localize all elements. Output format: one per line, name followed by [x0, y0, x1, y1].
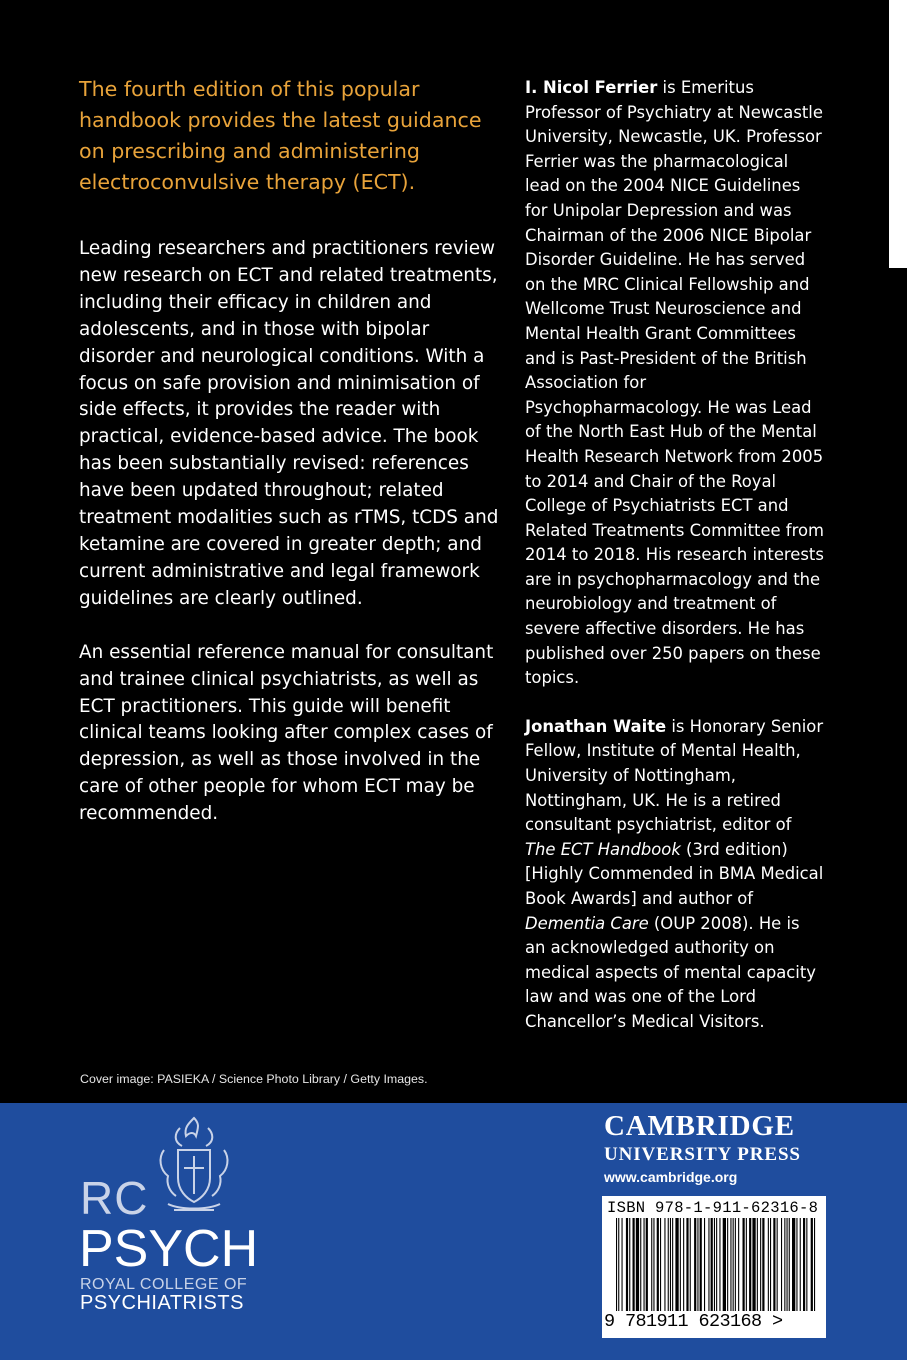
- barcode-bar: [800, 1218, 801, 1311]
- bio-waite-text-a: is Honorary Senior Fellow, Institute of Mental Health, University of Nottingham, Nottingham, UK. He is a retired consultant psychiatrist, editor of: [525, 716, 824, 835]
- barcode-bar: [644, 1218, 645, 1311]
- barcode-bar: [781, 1218, 782, 1311]
- barcode-bar: [657, 1218, 659, 1311]
- rcpsych-logo-psych: PSYCH: [79, 1220, 259, 1278]
- barcode-bar: [770, 1218, 771, 1311]
- barcode-bar: [672, 1218, 673, 1311]
- blurb-paragraph-2: An essential reference manual for consultant and trainee clinical psychiatrists, as well as ECT practitioners. This guide will benefit clinical teams looking after complex cases of depression, as well as those involved in the care of other people for whom ECT may be recommended.: [79, 641, 494, 825]
- barcode-bar: [738, 1218, 739, 1311]
- barcode-bar: [743, 1218, 745, 1311]
- barcode-bar: [640, 1218, 641, 1311]
- rcpsych-crest-icon: [144, 1110, 244, 1230]
- barcode-bar: [700, 1218, 702, 1311]
- barcode-bar: [680, 1218, 681, 1311]
- barcode-bar: [683, 1218, 684, 1311]
- barcode-bar: [690, 1218, 691, 1311]
- bio-waite-text-c: (OUP 2008). He is an acknowledged authority on medical aspects of mental capacity law and was one of the Lord Chancellor’s Medical Visitors.: [525, 913, 816, 1031]
- barcode-bar: [704, 1218, 705, 1311]
- barcode-bar: [711, 1218, 713, 1311]
- barcode-bar: [719, 1218, 720, 1311]
- bio-waite: [525, 715, 825, 1035]
- isbn-number: ISBN 978-1-911-62316-8: [607, 1199, 819, 1217]
- barcode-digits: 9 781911 623168 >: [604, 1311, 783, 1332]
- barcode-bar: [668, 1218, 669, 1311]
- barcode-bar: [646, 1218, 648, 1311]
- bio-waite-title-a: The ECT Handbook: [525, 839, 681, 859]
- bio-waite-text-b: (3rd edition) [Highly Commended in BMA Medical Book Awards] and author of: [525, 839, 824, 908]
- blurb-column: [79, 74, 504, 855]
- barcode-bar: [730, 1218, 731, 1311]
- rcpsych-logo-line4: PSYCHIATRISTS: [80, 1292, 244, 1314]
- barcode-bar: [714, 1218, 715, 1311]
- barcode-bar: [686, 1218, 688, 1311]
- barcode-bar: [792, 1218, 795, 1311]
- barcode-bar: [789, 1218, 790, 1311]
- barcode-bar: [762, 1218, 764, 1311]
- barcode-bar: [757, 1218, 758, 1311]
- barcode-bar: [777, 1218, 778, 1311]
- barcode-bar: [749, 1218, 751, 1311]
- barcode-bar: [716, 1218, 717, 1311]
- bio-waite-name: Jonathan Waite: [525, 716, 667, 736]
- publisher-url: www.cambridge.org: [604, 1169, 738, 1185]
- cambridge-logo-name: CAMBRIDGE: [604, 1110, 795, 1142]
- barcode-bar: [651, 1218, 652, 1311]
- barcode-bar: [618, 1218, 619, 1311]
- barcode-bar: [694, 1218, 696, 1311]
- barcode-bar: [660, 1218, 661, 1311]
- barcode-bar: [806, 1218, 807, 1311]
- barcode-bar: [746, 1218, 747, 1311]
- barcode-bar: [616, 1218, 617, 1311]
- barcode-bar: [803, 1218, 805, 1311]
- barcode-bar: [768, 1218, 769, 1311]
- barcode-bar: [784, 1218, 785, 1311]
- bio-waite-title-b: Dementia Care: [525, 913, 649, 933]
- barcode-bar: [633, 1218, 635, 1311]
- barcode-bar: [653, 1218, 654, 1311]
- cover-image-credit: Cover image: PASIEKA / Science Photo Library / Getty Images.: [80, 1072, 428, 1086]
- barcode-bar: [636, 1218, 639, 1311]
- bio-ferrier: [525, 76, 825, 691]
- author-bios: [525, 76, 825, 1059]
- barcode-bar: [626, 1218, 628, 1311]
- barcode-bars-icon: [616, 1218, 816, 1311]
- blurb-lead: The fourth edition of this popular handbook provides the latest guidance on prescribing and administering electroconvulsive therapy (ECT).: [79, 77, 482, 194]
- barcode-bar: [735, 1218, 736, 1311]
- barcode-bar: [811, 1218, 813, 1311]
- barcode-bar: [675, 1218, 678, 1311]
- isbn-barcode: [602, 1196, 826, 1338]
- barcode-bar: [708, 1218, 709, 1311]
- barcode-bar: [733, 1218, 734, 1311]
- bio-ferrier-text: is Emeritus Professor of Psychiatry at Newcastle University, Newcastle, UK. Professor Ferrier was the pharmacological lead on the 2004 NICE Guidelines for Unipolar Depression and was Chairman of the 2006 NICE Bipolar Disorder Guideline. He has served on the MRC Clinical Fellowship and Wellcome Trust Neuroscience and Mental Health Grant Committees and is Past-President of the British Association for Psychopharmacology. He was Lead of the North East Hub of the Mental Health Research Network from 2005 to 2014 and Chair of the Royal College of Psychiatrists ECT and Related Treatments Committee from 2014 to 2018. His research interests are in psychopharmacology and the neurobiology and treatment of severe affective disorders. He has published over 250 papers on these topics.: [525, 78, 824, 688]
- rcpsych-logo-line3: ROYAL COLLEGE OF: [80, 1276, 248, 1293]
- barcode-bar: [697, 1218, 698, 1311]
- barcode-bar: [629, 1218, 630, 1311]
- bio-ferrier-name: I. Nicol Ferrier: [525, 78, 658, 97]
- barcode-bar: [664, 1218, 665, 1311]
- barcode-bar: [796, 1218, 797, 1311]
- barcode-bar: [773, 1218, 775, 1311]
- white-edge-strip: [889, 0, 907, 268]
- barcode-bar: [727, 1218, 728, 1311]
- barcode-bar: [670, 1218, 671, 1311]
- barcode-bar: [723, 1218, 726, 1311]
- cambridge-logo-sub: UNIVERSITY PRESS: [604, 1144, 801, 1165]
- rcpsych-logo-rc: RC: [80, 1172, 149, 1224]
- barcode-bar: [814, 1218, 815, 1311]
- barcode-bar: [787, 1218, 788, 1311]
- barcode-bar: [622, 1218, 623, 1311]
- barcode-bar: [752, 1218, 755, 1311]
- blurb-paragraph-1: Leading researchers and practitioners review new research on ECT and related treatments, including their efficacy in children and adolescents, and in those with bipolar disorder and neurological conditions. With a focus on safe provision and minimisation of side effects, it provides the reader with practical, evidence-based advice. The book has been substantially revised: references have been updated throughout; related treatment modalities such as rTMS, tCDS and ketamine are covered in greater depth; and current administrative and legal framework guidelines are clearly outlined.: [79, 238, 499, 609]
- barcode-bar: [760, 1218, 761, 1311]
